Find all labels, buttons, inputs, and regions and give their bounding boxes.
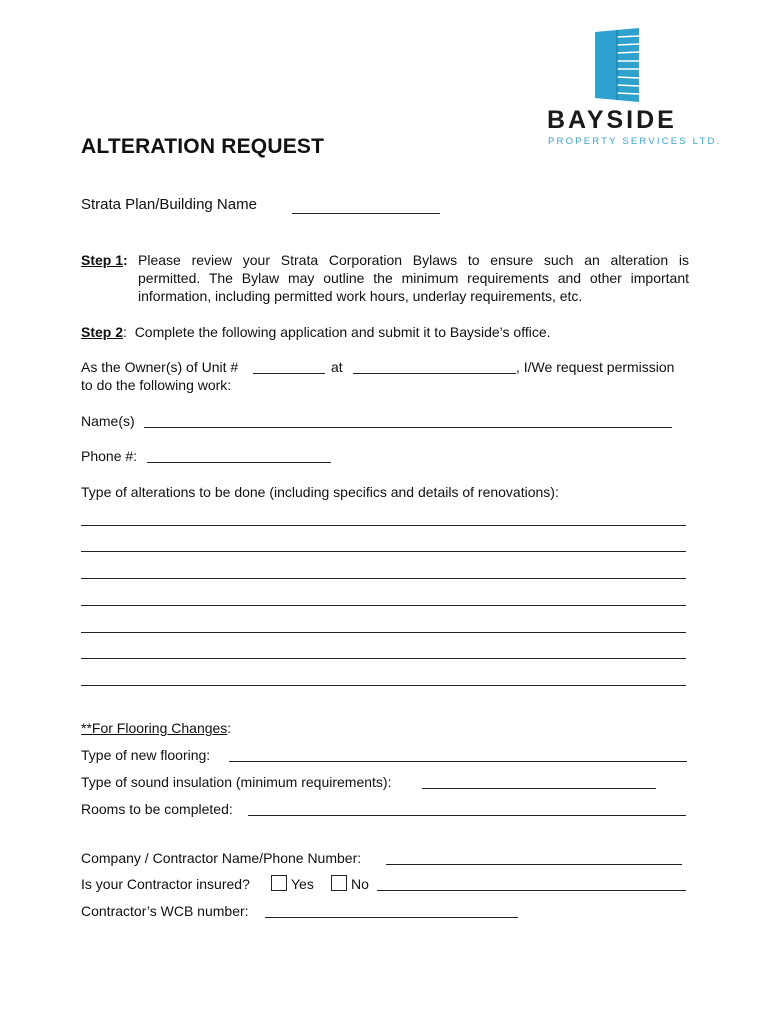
flooring-heading-row: **For Flooring Changes:: [81, 720, 232, 736]
no-label: No: [351, 876, 369, 892]
wcb-input-line[interactable]: [265, 917, 518, 918]
step1-line2: permitted. The Bylaw may outline the minimum requirements and other important: [138, 270, 689, 286]
logo-company-name: BAYSIDE: [547, 106, 677, 134]
insured-no-option[interactable]: [331, 875, 369, 893]
alterations-line-5[interactable]: [81, 632, 686, 633]
phone-label: Phone #:: [81, 448, 138, 464]
owner-part1: As the Owner(s) of Unit #: [81, 359, 239, 375]
page-title: ALTERATION REQUEST: [81, 135, 325, 158]
owner-line2: to do the following work:: [81, 377, 232, 393]
sound-insulation-input-line[interactable]: [422, 788, 656, 789]
rooms-label: Rooms to be completed:: [81, 801, 233, 817]
address-input-line[interactable]: [353, 373, 516, 374]
alterations-line-3[interactable]: [81, 578, 686, 579]
phone-input-line[interactable]: [147, 462, 331, 463]
alterations-line-2[interactable]: [81, 551, 686, 552]
yes-checkbox[interactable]: [271, 875, 287, 891]
alterations-line-6[interactable]: [81, 658, 686, 659]
insured-input-line[interactable]: [377, 890, 686, 891]
strata-label: Strata Plan/Building Name: [81, 196, 257, 213]
flooring-heading: **For Flooring Changes: [81, 720, 228, 736]
rooms-input-line[interactable]: [248, 815, 686, 816]
contractor-company-label: Company / Contractor Name/Phone Number:: [81, 850, 362, 866]
insured-yes-option[interactable]: [271, 875, 314, 893]
wcb-label: Contractor’s WCB number:: [81, 903, 249, 919]
alterations-line-1[interactable]: [81, 525, 686, 526]
new-flooring-input-line[interactable]: [229, 761, 687, 762]
names-label: Name(s): [81, 413, 135, 429]
insured-label: Is your Contractor insured?: [81, 876, 250, 892]
alterations-line-4[interactable]: [81, 605, 686, 606]
contractor-company-input-line[interactable]: [386, 864, 682, 865]
strata-input-line[interactable]: [292, 213, 440, 214]
step2-row: Step 2: Complete the following application and submit it to Bayside’s office.: [81, 324, 551, 340]
bayside-logo-icon: [595, 28, 639, 102]
logo-tagline: PROPERTY SERVICES LTD.: [548, 136, 722, 147]
names-input-line[interactable]: [144, 427, 672, 428]
step1-label-wrap: Step 1:: [81, 252, 128, 268]
step1-label: Step 1: [81, 252, 124, 268]
owner-part2: at: [331, 359, 343, 375]
step2-label: Step 2: [81, 324, 124, 340]
yes-label: Yes: [291, 876, 314, 892]
owner-part3: , I/We request permission: [516, 359, 675, 375]
no-checkbox[interactable]: [331, 875, 347, 891]
step2-text: Complete the following application and submit it to Bayside’s office.: [134, 324, 551, 340]
step1-line1: Please review your Strata Corporation Bylaws to ensure such an alteration is: [138, 252, 689, 268]
new-flooring-label: Type of new flooring:: [81, 747, 211, 763]
alterations-label: Type of alterations to be done (including specifics and details of renovations):: [81, 484, 559, 500]
sound-insulation-label: Type of sound insulation (minimum requirements):: [81, 774, 392, 790]
step1-line3: information, including permitted work hours, underlay requirements, etc.: [138, 288, 583, 304]
unit-input-line[interactable]: [253, 373, 325, 374]
alterations-line-7[interactable]: [81, 685, 686, 686]
